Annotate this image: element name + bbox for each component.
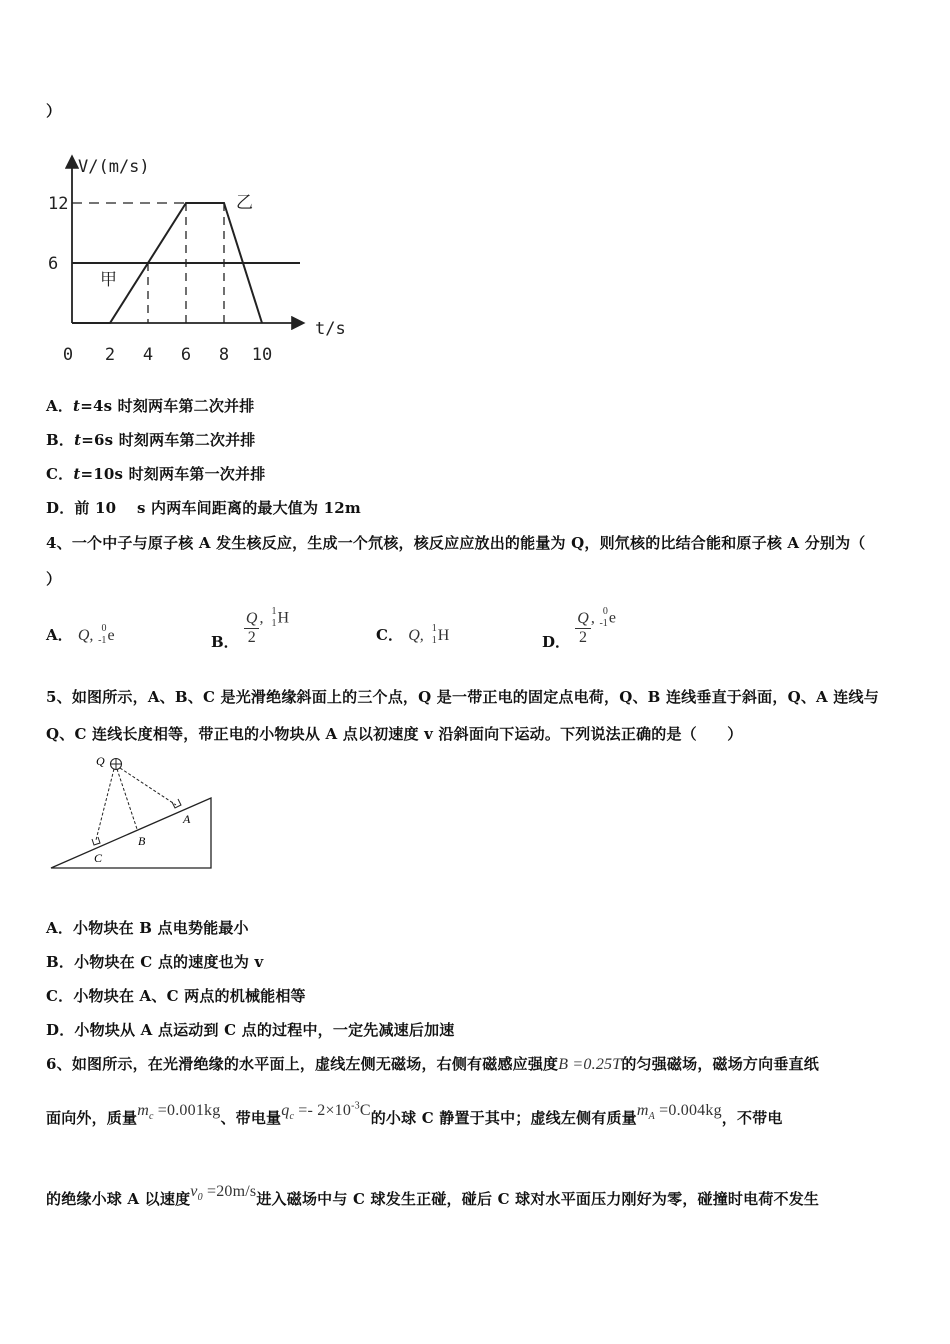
label-a: A bbox=[183, 812, 191, 826]
label-c: C bbox=[94, 851, 103, 865]
q4-option-d: D． $\frac{Q}{2}$ , 0 -1 e bbox=[542, 605, 616, 651]
line-qa bbox=[120, 768, 176, 805]
x-axis-label: t/s bbox=[315, 319, 346, 339]
question-3-closing-bracket: ） bbox=[46, 102, 62, 120]
x-tick-label: 8 bbox=[218, 345, 230, 365]
q5-option-b: B．小物块在 C 点的速度也为 v bbox=[46, 953, 264, 971]
x-tick-label: 4 bbox=[142, 345, 154, 365]
q6-line3: 的绝缘小球 A 以速度$v_0 =20m/s$进入磁场中与 C 球发生正碰，碰后 C 球对水平面压力刚好为零，碰撞时电荷不发生 bbox=[46, 1183, 820, 1208]
y-tick-label: 12 bbox=[48, 194, 69, 214]
q4-option-c: C． Q, 1 1 H bbox=[376, 623, 450, 646]
x-tick-label: 0 bbox=[62, 345, 74, 365]
q6-line1: 6、如图所示，在光滑绝缘的水平面上，虚线左侧无磁场，右侧有磁感应强度B =0.25T的匀强磁场，磁场方向垂直纸 bbox=[46, 1055, 819, 1073]
line-qc bbox=[96, 769, 114, 840]
q3-option-b: B．t=6s 时刻两车第二次并排 bbox=[46, 431, 256, 449]
x-tick-label: 10 bbox=[251, 345, 273, 365]
q4-option-b: B． $\frac{Q}{2}$ , 1 1 H bbox=[211, 605, 290, 651]
x-tick-label: 6 bbox=[180, 345, 192, 365]
incline-triangle bbox=[51, 798, 211, 868]
label-q: Q bbox=[96, 754, 105, 768]
q5-stem-line2: Q、C 连线长度相等，带正电的小物块从 A 点以初速度 v 沿斜面向下运动。下列说法正确的是（ ） bbox=[46, 725, 743, 743]
q3-option-a: A．t=4s 时刻两车第二次并排 bbox=[46, 397, 255, 415]
label-b: B bbox=[138, 834, 146, 848]
y-axis-label: V/(m/s) bbox=[78, 157, 150, 177]
line-qb bbox=[117, 769, 137, 829]
series-yi-label: 乙 bbox=[236, 193, 253, 213]
q4-option-a: A． Q, 0 -1 e bbox=[46, 623, 115, 646]
x-tick-label: 2 bbox=[104, 345, 116, 365]
q4-stem: 4、一个中子与原子核 A 发生核反应，生成一个氘核，核反应应放出的能量为 Q，则氘核的比结合能和原子核 A 分别为（ bbox=[46, 534, 866, 552]
q4-stem-bracket: ） bbox=[46, 570, 62, 588]
q3-option-c: C．t=10s 时刻两车第一次并排 bbox=[46, 465, 266, 483]
q4-options bbox=[46, 600, 906, 652]
q5-option-a: A．小物块在 B 点电势能最小 bbox=[46, 919, 249, 937]
y-tick-label: 6 bbox=[48, 254, 59, 274]
velocity-time-chart bbox=[40, 148, 370, 370]
q3-option-d: D．前 10 s 内两车间距离的最大值为 12m bbox=[46, 499, 361, 517]
q5-option-c: C．小物块在 A、C 两点的机械能相等 bbox=[46, 987, 306, 1005]
q6-line2: 面向外，质量$m_c =0.001kg$、带电量$q_c =- 2\times 10^{-3}C$的小球 C 静置于其中；虚线左侧有质量$m_A =0.004kg$，不带电 bbox=[46, 1100, 783, 1127]
q5-stem-line1: 5、如图所示，A、B、C 是光滑绝缘斜面上的三个点，Q 是一带正电的固定点电荷，Q、B 连线垂直于斜面，Q、A 连线与 bbox=[46, 688, 879, 706]
q5-option-d: D．小物块从 A 点运动到 C 点的过程中，一定先减速后加速 bbox=[46, 1021, 455, 1039]
series-jia-label: 甲 bbox=[100, 270, 117, 290]
incline-diagram bbox=[46, 750, 221, 875]
